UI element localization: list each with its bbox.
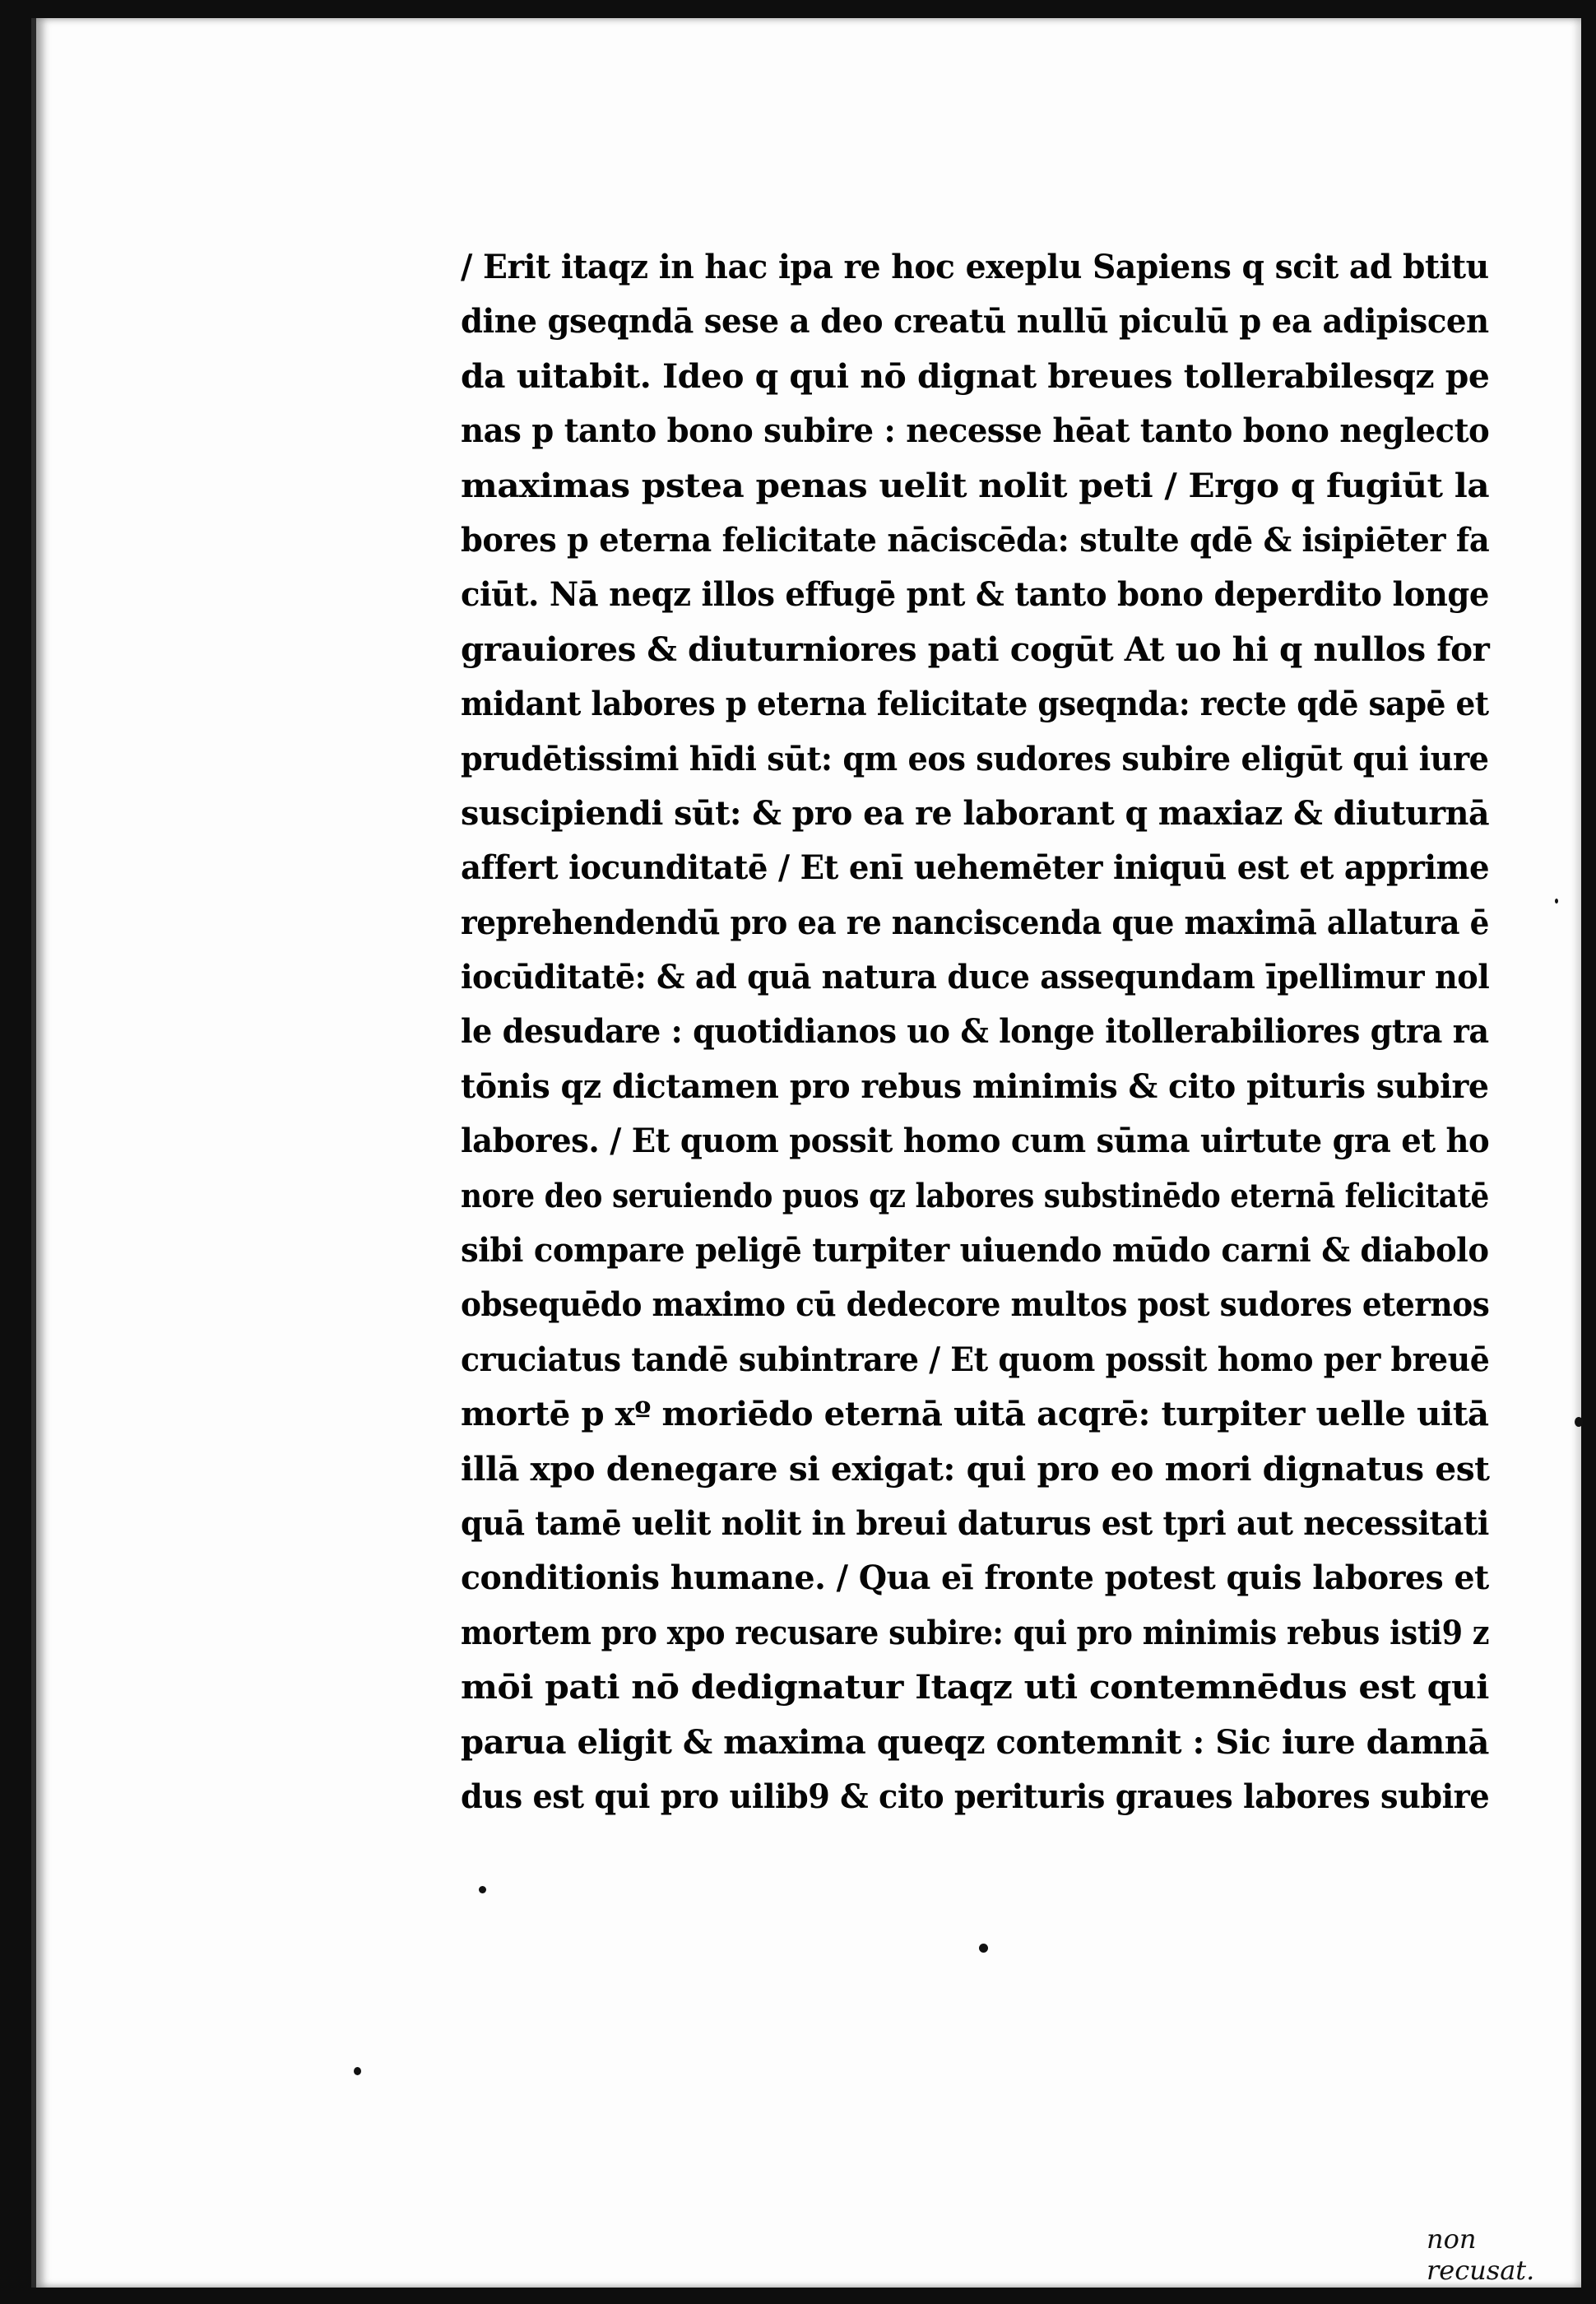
text-line: mortem pro xpo recusare subire: qui pro minimis rebus isti9 z: [461, 1613, 1490, 1652]
text-line: bores p eterna felicitate nāciscēda: stulte qdē & isipiēter fa: [461, 520, 1490, 560]
text-line: mortē p xº moriēdo eternā uitā acqrē: turpiter uelle uitā: [461, 1395, 1489, 1434]
ink-speck: [354, 2067, 361, 2075]
text-line: grauiores & diuturniores pati cogūt At uo hi q nullos for: [461, 629, 1490, 669]
ink-speck: [479, 1886, 486, 1893]
text-line: cruciatus tandē subintrare / Et quom possit homo per breuē: [461, 1340, 1490, 1379]
ink-speck: [979, 1944, 988, 1953]
text-line: tōnis qz dictamen pro rebus minimis & cito pituris subire: [461, 1066, 1489, 1106]
text-line: prudētissimi hīdi sūt: qm eos sudores subire eligūt qui iure: [461, 739, 1489, 778]
text-line: reprehendendū pro ea re nanciscenda que maximā allatura ē: [461, 903, 1489, 942]
text-line: parua eligit & maxima queqz contemnit : Sic iure damnā: [461, 1722, 1489, 1762]
text-line: iocūditatē: & ad quā natura duce assequndam īpellimur nol: [461, 958, 1490, 997]
text-line: suscipiendi sūt: & pro ea re laborant q maxiaz & diuturnā: [461, 793, 1490, 833]
ink-speck: [1555, 899, 1558, 903]
text-line: dine gseqndā sese a deo creatū nullū piculū p ea adipiscen: [461, 302, 1489, 341]
text-line: conditionis humane. / Qua eī fronte potest quis labores et: [461, 1558, 1489, 1598]
text-line: obsequēdo maximo cū dedecore multos post sudores eternos: [461, 1285, 1490, 1325]
text-line: nore deo seruiendo puos qz labores substinēdo eternā felicitatē: [461, 1176, 1489, 1215]
text-line: illā xpo denegare si exigat: qui pro eo mori dignatus est: [461, 1449, 1490, 1489]
catchword: non recusat.: [1427, 2223, 1535, 2286]
text-line: quā tamē uelit nolit in breui daturus est tpri aut necessitati: [461, 1503, 1489, 1543]
text-line: labores. / Et quom possit homo cum sūma uirtute gra et ho: [461, 1122, 1490, 1161]
text-line: ciūt. Nā neqz illos effugē pnt & tanto bono deperdito longe: [461, 575, 1489, 615]
ink-speck: [1575, 1417, 1583, 1427]
text-line: maximas pstea penas uelit nolit peti / Ergo q fugiūt la: [461, 466, 1490, 505]
text-line: sibi compare peligē turpiter uiuendo mūdo carni & diabolo: [461, 1231, 1489, 1270]
text-line: / Erit itaqz in hac ipa re hoc exeplu Sapiens q scit ad btitu: [461, 248, 1489, 286]
text-line: da uitabit. Ideo q qui nō dignat breues tollerabilesqz pe: [461, 356, 1490, 396]
text-line: nas p tanto bono subire : necesse hēat tanto bono neglecto: [461, 411, 1490, 451]
text-line: mōi pati nō dedignatur Itaqz uti contemnēdus est qui: [461, 1668, 1489, 1707]
text-column: [461, 240, 1497, 1824]
text-line: midant labores p eterna felicitate gseqnda: recte qdē sapē et: [461, 685, 1489, 724]
text-line: le desudare : quotidianos uo & longe itollerabiliores gtra ra: [461, 1012, 1489, 1052]
text-line: affert iocunditatē / Et enī uehemēter iniquū est et apprime: [461, 848, 1490, 888]
manuscript-page: [31, 18, 1581, 2288]
text-line: dus est qui pro uilib9 & cito perituris graues labores subire: [461, 1777, 1490, 1816]
